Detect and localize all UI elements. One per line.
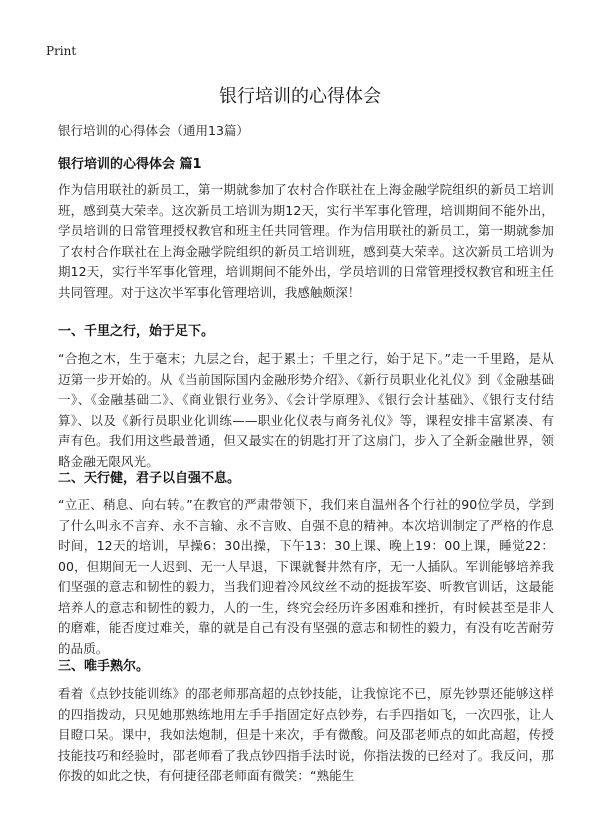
paragraph-3: “立正、稍息、向右转。”在教官的严肃带领下，我们来自温州各个行社的90位学员，学到了什么叫永不言弃、永不言输、永不言败、自强不息的精神。本次培训制定了严格的作息时间，12天的培训，早操6：30出操，下午13：30上课、晚上19：00上课，睡觉22：00，但期间无一人迟到、无一人早退，下课就餐井然有序，无一人插队。军训能够培养我们坚强的意志和韧性的毅力，当我们迎着冷风纹丝不动的挺拔军姿、听教官训话，这最能培养人的意志和韧性的毅力，人的一生，终究会经历许多困难和挫折，有时候甚至是非人的磨难，能否度过难关，靠的就是自己有没有坚强的意志和韧性的毅力，有没有吃苦耐劳的品质。	[58, 497, 554, 656]
section-title: 银行培训的心得体会 篇1	[58, 157, 202, 172]
print-label: Print	[46, 44, 77, 58]
heading-3: 三、唯手熟尔。	[58, 659, 150, 674]
heading-1: 一、千里之行，始于足下。	[58, 324, 215, 339]
paragraph-4: 看着《点钞技能训练》的邵老师那高超的点钞技能，让我惊诧不已，原先钞票还能够这样的四指拨动，只见她那熟练地用左手手指固定好点钞券，右手四指如飞，一次四张，让人目瞪口呆。课中，我如法炮制，但是十来次，手有微酸。问及邵老师点的如此高超，传授技能技巧和经验时，邵老师看了我点钞四指手法时说，你指法拨的已经对了。我反问，那你拨的如此之快，有何捷径邵老师面有微笑：“熟能生	[58, 686, 554, 783]
document-subtitle: 银行培训的心得体会（通用13篇）	[58, 123, 249, 138]
paragraph-2: “合抱之木，生于毫末；九层之台，起于累土；千里之行，始于足下。”走一千里路，是从迈第一步开始的。从《当前国际国内金融形势介绍》、《新行员职业化礼仪》到《金融基础一》、《金融基础二》、《商业银行业务》、《会计学原理》、《银行会计基础》、《银行支付结算》、以及《新行员职业化训练——职业化仪表与商务礼仪》等，课程安排丰富紧凑、有声有色。我们用这些最普通，但又最实在的钥匙打开了这扇门，步入了全新金融世界，领略金融无限风光。	[58, 351, 554, 469]
page-title: 银行培训的心得体会	[219, 86, 381, 107]
paragraph-1: 作为信用联社的新员工，第一期就参加了农村合作联社在上海金融学院组织的新员工培训班，感到莫大荣幸。这次新员工培训为期12天，实行半军事化管理，培训期间不能外出，学员培训的日常管理授权教官和班主任共同管理。作为信用联社的新员工，第一期就参加了农村合作联社在上海金融学院组织的新员工培训班，感到莫大荣幸。这次新员工培训为期12天，实行半军事化管理，培训期间不能外出，学员培训的日常管理授权教官和班主任共同管理。对于这次半军事化管理培训，我感触颇深！	[58, 182, 554, 300]
heading-2: 二、天行健，君子以自强不息。	[58, 471, 241, 486]
